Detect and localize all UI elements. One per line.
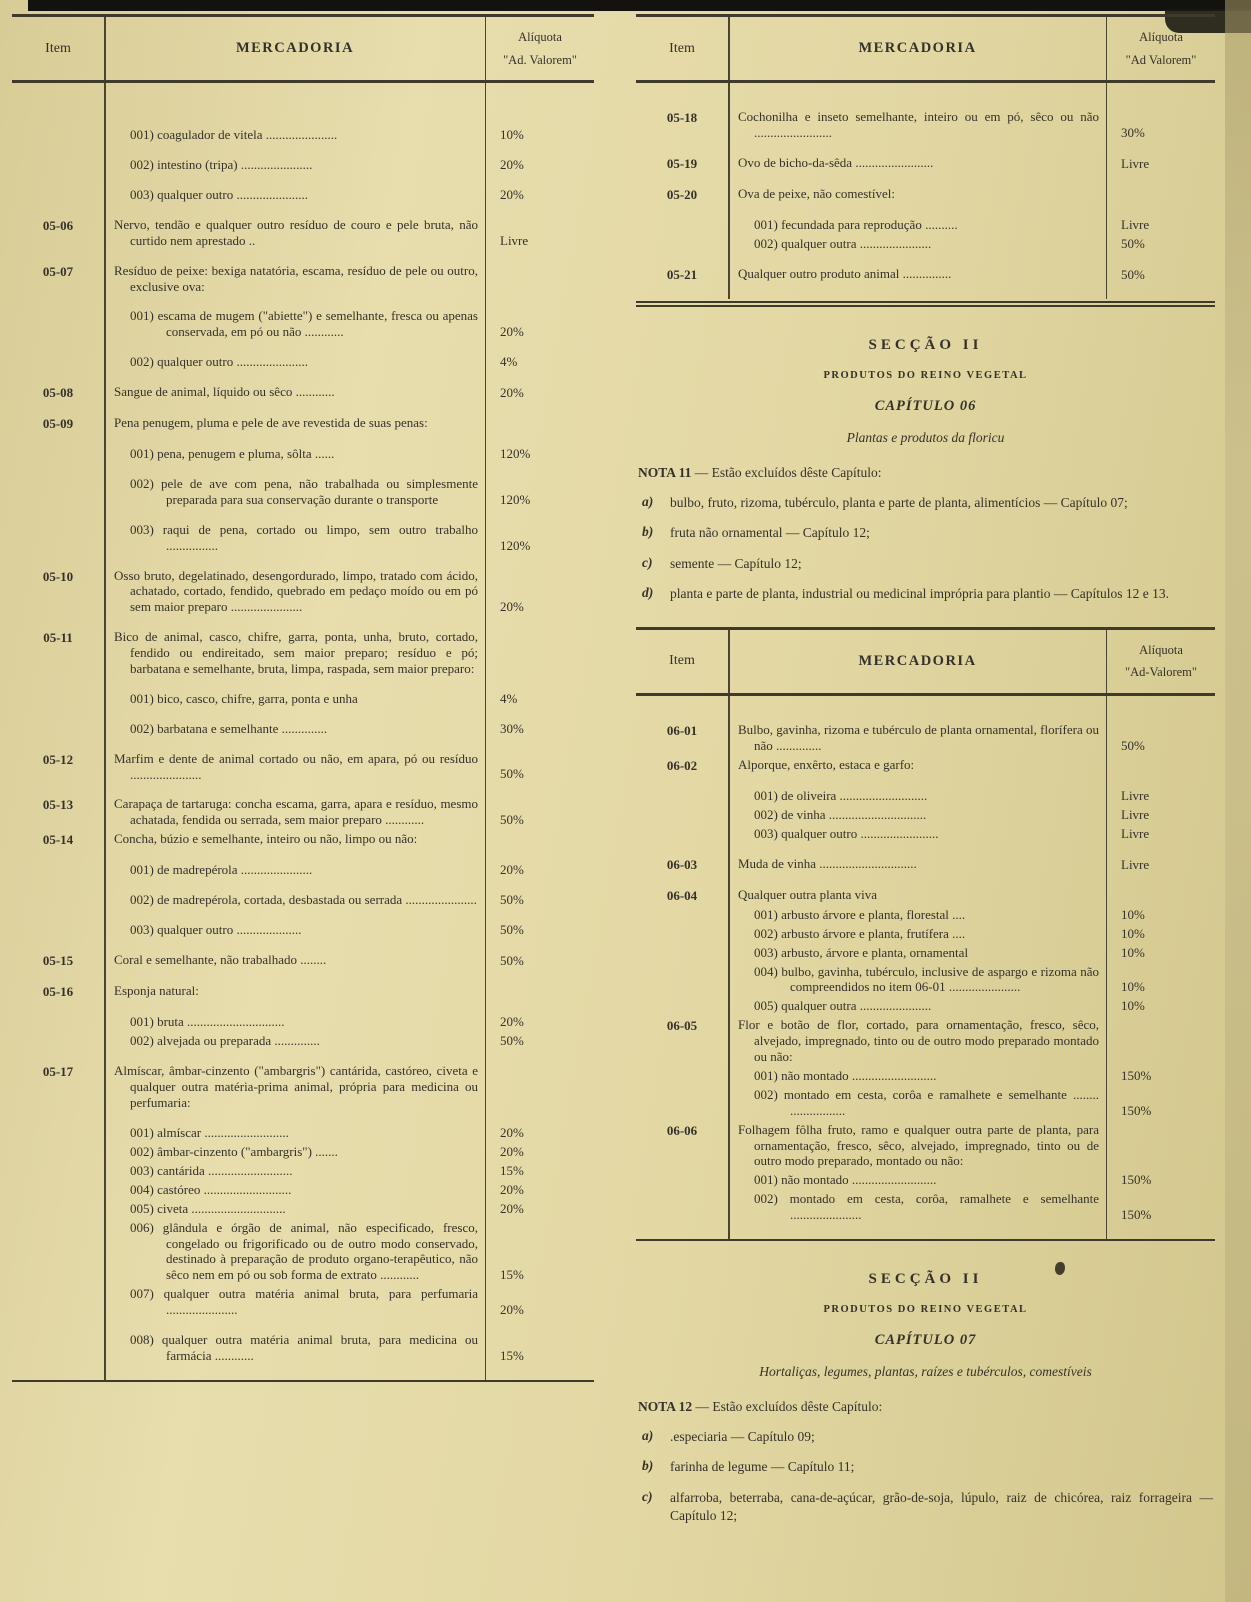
row-rate: 20%	[500, 385, 524, 401]
table-row	[12, 1033, 594, 1049]
table-row	[12, 1014, 594, 1030]
table-row	[636, 788, 1215, 804]
section-title: SECÇÃO II	[868, 1270, 983, 1287]
row-item-code	[12, 892, 104, 908]
aliquota-line1: Alíquota	[1139, 30, 1183, 44]
row-rate: 50%	[500, 922, 524, 938]
table-row	[12, 831, 594, 848]
row-item-code	[636, 1068, 728, 1084]
chapter-subtitle: Plantas e produtos da floricu	[846, 429, 1005, 445]
row-description: 002) pele de ave com pena, não trabalhada ou simplesmente preparada para sua conservação durante o transporte	[130, 476, 478, 508]
row-rate: 20%	[500, 1200, 524, 1216]
table-row	[12, 691, 594, 707]
table-row	[12, 629, 594, 677]
row-description: Bico de animal, casco, chifre, garra, ponta, unha, bruto, cortado, fendido ou endireitado, sem maior preparo; resíduo e pó; barbatana e semelhante, bruta, limpa, raspada, sem maior preparo:	[114, 629, 478, 676]
table-row	[12, 476, 594, 508]
column-header-item: Item	[669, 653, 695, 669]
row-rate: 30%	[500, 720, 524, 736]
row-item-code	[12, 127, 104, 143]
column-header-aliquota	[486, 26, 594, 71]
row-item-code: 05-21	[666, 266, 698, 282]
row-item-code	[636, 907, 728, 923]
row-description: 001) de madrepérola ......................	[130, 862, 313, 878]
row-item-code: 05-19	[666, 155, 698, 171]
table-row	[636, 1017, 1215, 1065]
row-item-code: 05-17	[42, 1064, 74, 1080]
row-item-code	[12, 1332, 104, 1364]
row-rate: Livre	[1121, 216, 1150, 232]
row-rate: 20%	[500, 1181, 524, 1197]
row-item-code	[12, 922, 104, 938]
row-item-code	[636, 964, 728, 996]
row-rate: 50%	[500, 953, 524, 969]
table-row	[12, 1063, 594, 1111]
row-item-code	[12, 1033, 104, 1049]
row-rate: 10%	[500, 127, 524, 142]
row-item-code	[12, 1182, 104, 1198]
row-rate: 50%	[1121, 266, 1145, 282]
row-item-code	[636, 926, 728, 942]
row-description: Marfim e dente de animal cortado ou não, em apara, pó ou resíduo ......................	[114, 750, 478, 782]
table-row	[12, 308, 594, 340]
row-rate: 30%	[1121, 124, 1145, 140]
row-rate: 20%	[500, 1124, 524, 1140]
row-item-code: 05-18	[666, 110, 698, 125]
note-item	[638, 555, 1213, 573]
table-row	[636, 757, 1215, 774]
table-row	[12, 1182, 594, 1198]
row-item-code	[12, 308, 104, 340]
row-description: 002) arbusto árvore e planta, frutífera ....	[754, 925, 966, 941]
row-item-code: 05-10	[42, 568, 74, 584]
note-text: bulbo, fruto, rizoma, tubérculo, planta e parte de planta, alimentícios — Capítulo 07;	[670, 494, 1128, 510]
note-item	[638, 524, 1213, 542]
row-rate: 10%	[1121, 979, 1145, 995]
row-rate: 50%	[500, 766, 524, 782]
nota-text: — Estão excluídos dêste Capítulo:	[695, 1398, 883, 1414]
table-row	[636, 186, 1215, 203]
table-row	[12, 157, 594, 173]
table-row	[12, 217, 594, 249]
row-description: Muda de vinha ..............................	[738, 855, 917, 871]
row-description: 001) não montado ..........................	[754, 1172, 937, 1188]
table-row	[12, 127, 594, 143]
row-description: Alporque, enxêrto, estaca e garfo:	[738, 756, 915, 772]
row-item-code	[636, 1087, 728, 1119]
note-item	[638, 1428, 1213, 1446]
row-description: Osso bruto, degelatinado, desengordurado, limpo, tratado com ácido, achatado, cortado, fendido, quebrado em pedaço moído ou em pó sem maior preparo ......................	[114, 567, 478, 615]
row-description: Carapaça de tartaruga: concha escama, garra, apara e resíduo, mesmo achatada, fendida ou serrada, sem maior preparo ............	[114, 796, 478, 828]
row-item-code	[12, 1163, 104, 1179]
row-rate: 120%	[500, 446, 531, 462]
row-description: 001) fecundada para reprodução ..........	[754, 216, 958, 232]
table-row	[12, 922, 594, 938]
note-letter: a)	[642, 493, 654, 509]
row-description: 002) de vinha ..............................	[754, 806, 927, 822]
row-description: 003) qualquer outro ........................	[754, 825, 939, 841]
row-description: 002) qualquer outro ......................	[130, 354, 309, 370]
table-row	[636, 109, 1215, 141]
nota-label: NOTA 11	[638, 464, 692, 480]
row-item-code: 06-05	[666, 1018, 698, 1034]
row-description: Nervo, tendão e qualquer outro resíduo de couro e pele bruta, não curtido nem aprestado ..	[114, 217, 478, 248]
row-description: 001) escama de mugem ("abiette") e semelhante, fresca ou apenas conservada, em pó ou não ............	[130, 308, 478, 340]
table-body	[636, 83, 1215, 299]
note-letter: b)	[642, 524, 654, 540]
table-row	[12, 751, 594, 783]
row-description: 001) almíscar ..........................	[130, 1124, 289, 1140]
row-rate: 4%	[500, 354, 518, 370]
row-item-code: 06-01	[666, 722, 698, 738]
row-rate: 50%	[1121, 737, 1145, 753]
row-item-code: 05-14	[42, 832, 74, 848]
row-description: 002) barbatana e semelhante ..............	[130, 720, 328, 736]
note-letter: b)	[642, 1458, 654, 1474]
aliquota-line1: Alíquota	[1139, 642, 1183, 657]
column-header-item: Item	[669, 40, 695, 56]
left-column	[12, 14, 594, 1548]
row-description: Cochonilha e inseto semelhante, inteiro ou em pó, sêco ou não ........................	[738, 109, 1099, 140]
chapter-title: CAPÍTULO 06	[874, 397, 977, 414]
note-item	[638, 585, 1213, 603]
table-row	[636, 807, 1215, 823]
row-item-code	[636, 1172, 728, 1188]
row-rate: 50%	[500, 892, 524, 908]
row-item-code: 06-03	[666, 856, 698, 872]
row-description: 004) bulbo, gavinha, tubérculo, inclusive de aspargo e rizoma não compreendidos no item 06-01 ......................	[754, 963, 1099, 995]
row-rate: 150%	[1121, 1102, 1152, 1118]
note-text: farinha de legume — Capítulo 11;	[670, 1459, 855, 1475]
row-description: 004) castóreo ...........................	[130, 1181, 292, 1197]
row-item-code	[12, 1144, 104, 1160]
row-rate: 10%	[1121, 998, 1145, 1014]
row-item-code	[636, 788, 728, 804]
row-description: Resíduo de peixe: bexiga natatória, escama, resíduo de pele ou outro, exclusive ova:	[114, 262, 478, 294]
row-item-code	[12, 157, 104, 173]
row-item-code: 06-06	[666, 1122, 698, 1138]
note-text: fruta não ornamental — Capítulo 12;	[670, 525, 870, 541]
chapter-subtitle: Hortaliças, legumes, plantas, raízes e tubérculos, comestíveis	[759, 1363, 1092, 1379]
aliquota-line1: Alíquota	[518, 30, 562, 44]
row-rate: 20%	[500, 599, 524, 615]
row-rate: 10%	[1121, 925, 1145, 941]
row-description: Folhagem fôlha fruto, ramo e qualquer outra parte de planta, para ornamentação, fresco, sêco, alvejado, impregnado, tinto ou de outro modo preparado, montado ou não:	[738, 1121, 1099, 1169]
row-description: 001) não montado ..........................	[754, 1067, 937, 1083]
row-description: 002) qualquer outra ......................	[754, 235, 932, 251]
row-rate: Livre	[1121, 787, 1150, 803]
note-text: semente — Capítulo 12;	[670, 555, 802, 571]
row-rate: 20%	[500, 1301, 524, 1317]
row-description: 003) qualquer outro ......................	[130, 187, 309, 202]
table-row	[12, 446, 594, 462]
row-item-code	[12, 862, 104, 878]
table-row	[12, 952, 594, 969]
row-rate: 150%	[1121, 1172, 1152, 1188]
row-rate: Livre	[1121, 806, 1150, 822]
row-item-code	[636, 826, 728, 842]
section-title: SECÇÃO II	[868, 336, 983, 353]
row-rate: 10%	[1121, 906, 1145, 922]
row-item-code	[12, 1201, 104, 1217]
row-description: 008) qualquer outra matéria animal bruta, para medicina ou farmácia ............	[130, 1331, 478, 1363]
table-row	[636, 1122, 1215, 1170]
row-item-code: 06-02	[666, 757, 698, 773]
table-row	[636, 926, 1215, 942]
row-item-code: 05-08	[42, 385, 74, 401]
note-item	[638, 494, 1213, 512]
row-description: 001) de oliveira ...........................	[754, 787, 928, 803]
row-item-code	[12, 446, 104, 462]
row-rate: 50%	[500, 812, 524, 828]
row-rate: 4%	[500, 690, 518, 706]
nota-label: NOTA 12	[638, 1398, 693, 1414]
table-row	[636, 1191, 1215, 1223]
tariff-table-chapter05-right	[636, 14, 1215, 299]
row-item-code	[12, 1286, 104, 1318]
note-item	[638, 1458, 1213, 1476]
table-row	[12, 187, 594, 203]
tariff-table-chapter06	[636, 627, 1215, 1241]
table-row	[636, 945, 1215, 961]
table-row	[12, 1220, 594, 1283]
section-subheading: PRODUTOS DO REINO VEGETAL	[823, 369, 1028, 381]
table-body	[636, 696, 1215, 1239]
row-description: Sangue de animal, líquido ou sêco ............	[114, 384, 335, 400]
note-letter: d)	[642, 585, 654, 601]
table-row	[636, 856, 1215, 873]
chapter-title: CAPÍTULO 07	[874, 1331, 977, 1348]
row-rate: 50%	[1121, 235, 1145, 251]
table-row	[636, 217, 1215, 233]
row-description: 002) montado em cesta, corôa, ramalhete e semelhante ......................	[754, 1191, 1099, 1223]
row-description: Esponja natural:	[114, 983, 199, 999]
row-rate: 15%	[500, 1347, 524, 1363]
row-item-code: 06-04	[666, 887, 698, 903]
table-row	[12, 983, 594, 1000]
row-description: 003) arbusto, árvore e planta, ornamental	[754, 944, 969, 960]
table-row	[12, 892, 594, 908]
row-item-code: 05-06	[42, 218, 74, 233]
row-rate: Livre	[500, 232, 529, 248]
row-item-code: 05-12	[42, 751, 74, 767]
row-description: 002) montado em cesta, corôa e ramalhete e semelhante ........ .................	[754, 1086, 1099, 1118]
row-description: 005) civeta .............................	[130, 1200, 286, 1216]
row-item-code	[636, 217, 728, 233]
table-row	[636, 722, 1215, 754]
table-row	[636, 1068, 1215, 1084]
row-description: 005) qualquer outra ......................	[754, 998, 932, 1014]
row-description: Concha, búzio e semelhante, inteiro ou não, limpo ou não:	[114, 831, 418, 847]
row-rate: 20%	[500, 324, 524, 340]
row-description: 001) bico, casco, chifre, garra, ponta e unha	[130, 690, 358, 706]
row-description: Flor e botão de flor, cortado, para ornamentação, fresco, sêco, alvejado, impregnado, tinto ou de outro modo preparado montado ou não:	[738, 1017, 1099, 1065]
row-item-code	[12, 522, 104, 554]
row-item-code	[636, 807, 728, 823]
row-item-code	[12, 187, 104, 203]
tariff-table-chapter05-left	[12, 14, 594, 1382]
row-item-code	[12, 1014, 104, 1030]
row-item-code	[12, 476, 104, 508]
row-description: Bulbo, gavinha, rizoma e tubérculo de planta ornamental, florífera ou não ..............	[738, 721, 1099, 753]
table-row	[12, 415, 594, 432]
row-item-code: 05-11	[43, 630, 73, 646]
row-rate: Livre	[1121, 825, 1150, 841]
row-item-code	[12, 1220, 104, 1283]
row-description: Pena penugem, pluma e pele de ave revestida de suas penas:	[114, 415, 428, 431]
row-rate: 120%	[500, 537, 531, 553]
row-item-code	[12, 354, 104, 370]
table-row	[12, 1201, 594, 1217]
row-item-code: 05-13	[42, 797, 74, 813]
table-row	[636, 266, 1215, 283]
row-description: 007) qualquer outra matéria animal bruta, para perfumaria ......................	[130, 1286, 478, 1318]
row-rate: 20%	[500, 187, 524, 202]
table-row	[12, 1144, 594, 1160]
table-header	[636, 17, 1215, 83]
nota-line	[638, 465, 1213, 481]
aliquota-line2: "Ad. Valorem"	[503, 52, 577, 67]
row-description: Coral e semelhante, não trabalhado ........	[114, 952, 327, 968]
aliquota-line2: "Ad Valorem"	[1125, 52, 1197, 67]
row-description: 001) pena, penugem e pluma, sôlta ......	[130, 446, 335, 462]
row-description: 001) bruta ..............................	[130, 1014, 285, 1030]
row-description: 003) raqui de pena, cortado ou limpo, sem outro trabalho ................	[130, 521, 478, 553]
column-header-mercadoria: MERCADORIA	[858, 40, 977, 56]
row-description: 003) qualquer outro ....................	[130, 922, 302, 938]
table-row	[12, 796, 594, 828]
table-row	[636, 826, 1215, 842]
nota-text: — Estão excluídos dêste Capítulo:	[694, 464, 882, 480]
table-body	[12, 83, 594, 1380]
table-row	[12, 263, 594, 295]
column-header-mercadoria: MERCADORIA	[235, 40, 355, 56]
row-rate: Livre	[1121, 856, 1150, 872]
row-description: 001) arbusto árvore e planta, florestal ....	[754, 906, 966, 922]
aliquota-line2: "Ad-Valorem"	[1125, 665, 1197, 680]
table-header	[12, 17, 594, 83]
row-rate: 20%	[500, 157, 524, 172]
row-description: 001) coagulador de vitela ......................	[130, 127, 338, 142]
table-row	[12, 862, 594, 878]
row-rate: 20%	[500, 1014, 524, 1030]
note-letter: a)	[642, 1427, 654, 1443]
row-rate: 10%	[1121, 944, 1145, 960]
row-description: 002) alvejada ou preparada ..............	[130, 1033, 320, 1049]
row-item-code	[636, 1191, 728, 1223]
table-row	[12, 354, 594, 370]
column-header-item: Item	[45, 40, 71, 56]
table-row	[12, 522, 594, 554]
row-rate: 15%	[500, 1162, 524, 1178]
row-description: Ovo de bicho-da-sêda ........................	[738, 154, 934, 170]
row-item-code: 05-15	[42, 953, 74, 969]
note-item	[638, 1489, 1213, 1524]
note-text: planta e parte de planta, industrial ou medicinal imprópria para plantio — Capítulos 12 e 13.	[670, 586, 1169, 602]
row-rate: 120%	[500, 491, 531, 507]
table-row	[12, 1332, 594, 1364]
row-rate: Livre	[1121, 155, 1150, 171]
note-text: .especiaria — Capítulo 09;	[670, 1428, 815, 1444]
row-item-code	[636, 945, 728, 961]
table-row	[12, 1163, 594, 1179]
table-row	[12, 1286, 594, 1318]
row-description: 006) glândula e órgão de animal, não especificado, fresco, congelado ou frigorificado ou de outro modo conservado, destinado à preparação de produto organo-terapêutico, não sêco nem em pó ou sob forma de extrato ............	[130, 1219, 478, 1283]
row-description: 002) de madrepérola, cortada, desbastada ou serrada ......................	[130, 892, 477, 908]
row-rate: 20%	[500, 862, 524, 878]
row-description: 002) intestino (tripa) ......................	[130, 157, 313, 172]
table-row	[636, 1087, 1215, 1119]
right-column	[636, 14, 1215, 1548]
row-item-code	[12, 691, 104, 707]
row-description: 003) cantárida ..........................	[130, 1162, 293, 1178]
nota-line	[638, 1399, 1213, 1415]
table-row	[636, 964, 1215, 996]
row-item-code: 05-16	[42, 984, 74, 1000]
row-item-code	[636, 236, 728, 252]
row-description: Qualquer outro produto animal ...............	[738, 265, 952, 281]
column-header-aliquota	[1107, 639, 1215, 684]
note-text: alfarroba, beterraba, cana-de-açúcar, grão-de-soja, lúpulo, raiz de chicórea, raiz forrageira — Capítulo 12;	[670, 1490, 1213, 1523]
row-item-code	[12, 1125, 104, 1141]
row-item-code	[636, 998, 728, 1014]
section-07-heading	[636, 1241, 1215, 1548]
row-item-code	[12, 721, 104, 737]
column-header-mercadoria: MERCADORIA	[858, 652, 977, 669]
table-row	[636, 907, 1215, 923]
row-description: Qualquer outra planta viva	[738, 886, 877, 902]
note-letter: c)	[642, 554, 653, 570]
row-rate: 50%	[500, 1033, 524, 1049]
table-row	[636, 887, 1215, 904]
row-rate: 15%	[500, 1267, 524, 1283]
column-header-aliquota	[1107, 26, 1215, 71]
section-06-heading	[636, 307, 1215, 627]
table-row	[12, 1125, 594, 1141]
row-rate: 20%	[500, 1143, 524, 1159]
table-row	[636, 155, 1215, 172]
table-row	[12, 568, 594, 616]
table-row	[12, 384, 594, 401]
table-row	[636, 998, 1215, 1014]
section-subheading: PRODUTOS DO REINO VEGETAL	[823, 1303, 1028, 1315]
table-row	[636, 1172, 1215, 1188]
row-item-code: 05-09	[42, 416, 74, 432]
row-description: Ova de peixe, não comestível:	[738, 185, 896, 201]
table-row	[12, 721, 594, 737]
row-item-code: 05-20	[666, 186, 698, 202]
note-letter: c)	[642, 1489, 653, 1505]
row-item-code: 05-07	[42, 263, 74, 279]
table-header	[636, 630, 1215, 696]
row-description: 002) âmbar-cinzento ("ambargris") .......	[130, 1143, 338, 1159]
row-description: Almíscar, âmbar-cinzento ("ambargris") cantárida, castóreo, civeta e qualquer outra matéria-prima animal, própria para medicina ou perfumaria:	[114, 1063, 478, 1110]
row-rate: 150%	[1121, 1067, 1152, 1083]
row-rate: 150%	[1121, 1206, 1152, 1222]
table-row	[636, 236, 1215, 252]
